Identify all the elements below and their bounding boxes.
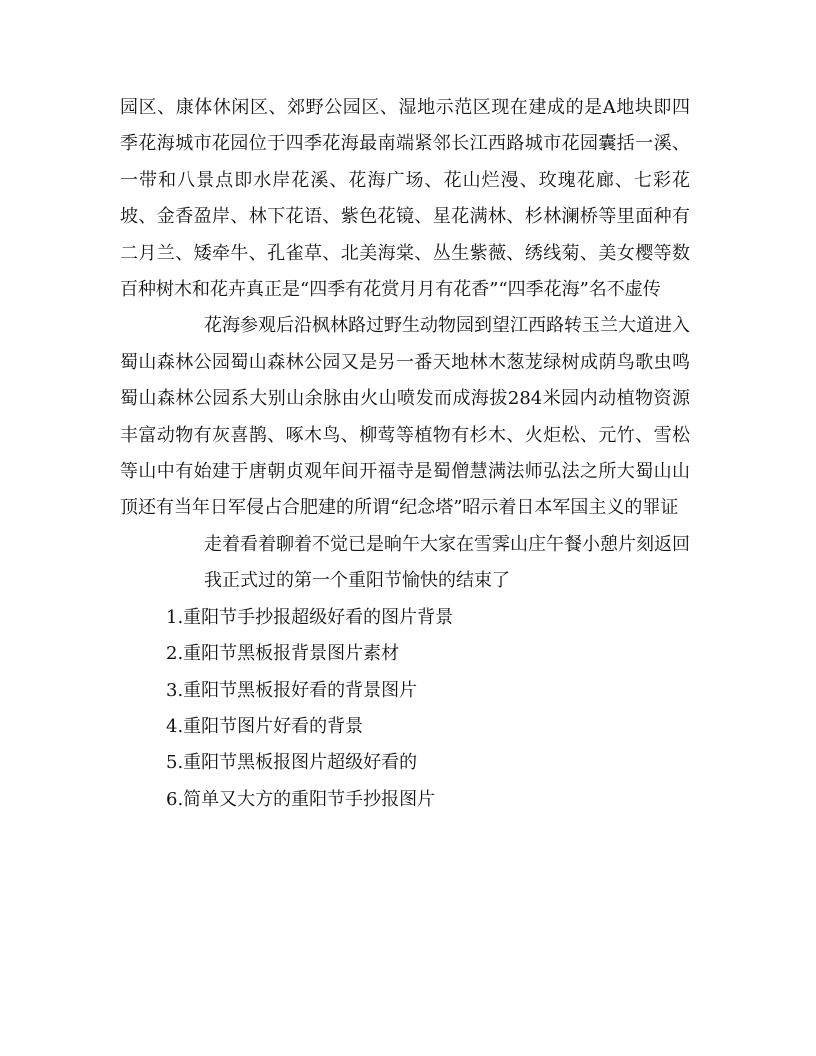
document-body — [120, 90, 690, 818]
list-item: 1.重阳节手抄报超级好看的图片背景 — [166, 606, 454, 628]
paragraph-flower-garden: 园区、康体休闲区、郊野公园区、湿地示范区现在建成的是A地块即四季花海城市花园位于四季花海最南端紧邻长江西路城市花园囊括一溪、一带和八景点即水岸花溪、花海广场、花山烂漫、玫瑰花廊、七彩花坡、金香盈岸、林下花语、紫色花镜、星花满林、杉林澜桥等里面种有二月兰、矮牵牛、孔雀草、北美海棠、丛生紫薇、绣线菊、美女樱等数百种树木和花卉真正是“四季有花赏月月有花香”“四季花海”名不虚传 — [120, 97, 690, 301]
list-item: 5.重阳节黑板报图片超级好看的 — [166, 752, 418, 774]
paragraph-lunch-break: 走着看着聊着不觉已是晌午大家在雪霁山庄午餐小憩片刻返回 — [204, 533, 690, 555]
list-item: 3.重阳节黑板报好看的背景图片 — [166, 679, 418, 701]
list-item: 2.重阳节黑板报背景图片素材 — [166, 643, 400, 665]
list-item: 6.简单又大方的重阳节手抄报图片 — [166, 788, 436, 810]
paragraph-conclusion: 我正式过的第一个重阳节愉快的结束了 — [204, 570, 510, 592]
list-item: 4.重阳节图片好看的背景 — [166, 715, 364, 737]
related-articles-list — [120, 600, 690, 818]
paragraph-shushan-forest-park: 花海参观后沿枫林路过野生动物园到望江西路转玉兰大道进入蜀山森林公园蜀山森林公园又是另一番天地林木葱茏绿树成荫鸟歌虫鸣蜀山森林公园系大别山余脉由火山喷发而成海拔284米园内动植物资源丰富动物有灰喜鹊、啄木鸟、柳莺等植物有杉木、火炬松、元竹、雪松等山中有始建于唐朝贞观年间开福寺是蜀僧慧满法师弘法之所大蜀山山顶还有当年日军侵占合肥建的所谓“纪念塔”昭示着日本军国主义的罪证 — [120, 315, 690, 519]
